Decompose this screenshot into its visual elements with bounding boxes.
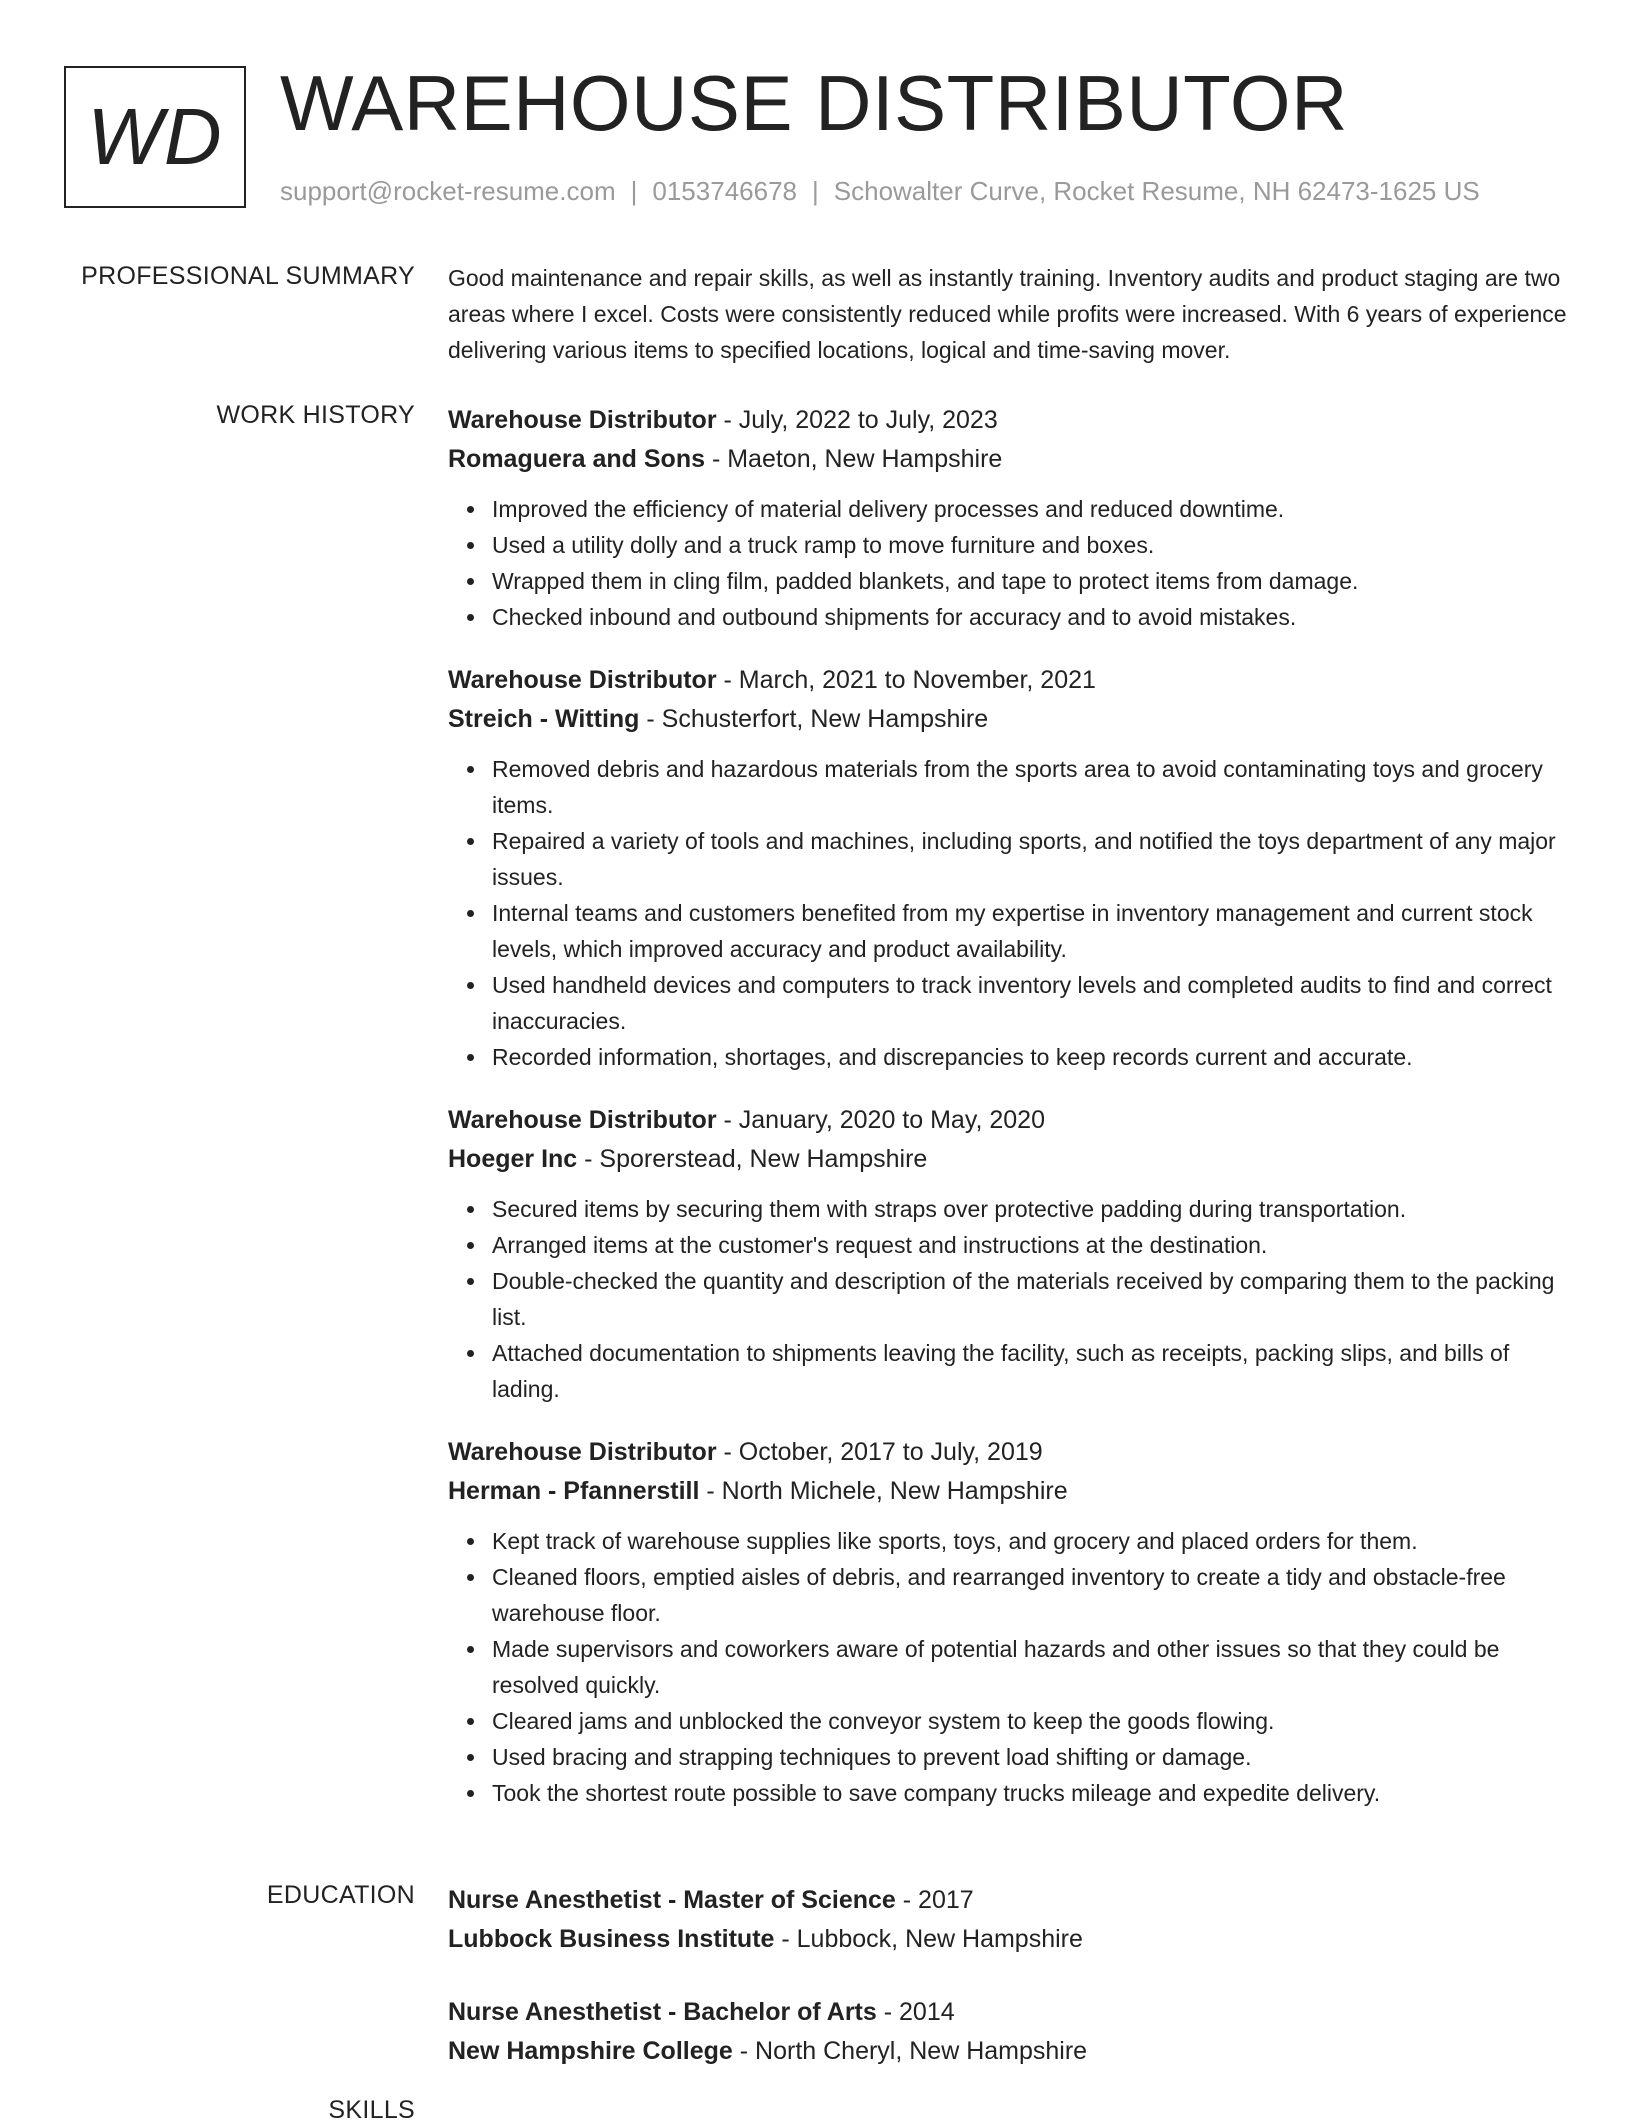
section-label-skills: SKILLS bbox=[328, 2096, 415, 2124]
job-bullets bbox=[448, 491, 1568, 635]
job-bullet: Removed debris and hazardous materials from the sports area to avoid contaminating toys and grocery items. bbox=[492, 751, 1568, 823]
job-title-line bbox=[448, 401, 1568, 440]
job-bullet: Took the shortest route possible to save company trucks mileage and expedite delivery. bbox=[492, 1775, 1568, 1811]
job-bullet: Double-checked the quantity and description of the materials received by comparing them to the packing list. bbox=[492, 1263, 1568, 1335]
job-bullet: Internal teams and customers benefited from my expertise in inventory management and current stock levels, which improved accuracy and product availability. bbox=[492, 895, 1568, 967]
education-school-line bbox=[448, 1920, 1568, 1959]
education-location: - North Cheryl, New Hampshire bbox=[732, 2037, 1088, 2065]
job-bullet: Used a utility dolly and a truck ramp to move furniture and boxes. bbox=[492, 527, 1568, 563]
job-title-line bbox=[448, 1101, 1568, 1140]
job-title-line bbox=[448, 1433, 1568, 1472]
job-company-line bbox=[448, 1472, 1568, 1511]
education-school: Lubbock Business Institute bbox=[448, 1925, 775, 1953]
contact-line bbox=[280, 176, 1480, 207]
job-location: - Schusterfort, New Hampshire bbox=[639, 705, 989, 733]
job-bullet: Secured items by securing them with straps over protective padding during transportation. bbox=[492, 1191, 1568, 1227]
job-bullet: Checked inbound and outbound shipments for accuracy and to avoid mistakes. bbox=[492, 599, 1568, 635]
section-label-work-history: WORK HISTORY bbox=[216, 401, 415, 429]
job-title: Warehouse Distributor bbox=[448, 1438, 717, 1466]
education-entry bbox=[448, 1881, 1568, 1959]
job-bullet: Used bracing and strapping techniques to prevent load shifting or damage. bbox=[492, 1739, 1568, 1775]
section-label-summary: PROFESSIONAL SUMMARY bbox=[81, 262, 415, 290]
job-bullets bbox=[448, 1191, 1568, 1407]
job-company: Streich - Witting bbox=[448, 705, 640, 733]
summary-text: Good maintenance and repair skills, as well as instantly training. Inventory audits and product staging are two areas where I excel. Costs were consistently reduced while profits were increased. With 6 years of experience delivering various items to specified locations, logical and time-saving mover. bbox=[448, 265, 1567, 363]
contact-separator: | bbox=[630, 176, 638, 206]
job-title-line bbox=[448, 661, 1568, 700]
job-location: - North Michele, New Hampshire bbox=[699, 1477, 1068, 1505]
job-location: - Maeton, New Hampshire bbox=[705, 445, 1003, 473]
education-school: New Hampshire College bbox=[448, 2037, 733, 2065]
job-location: - Sporerstead, New Hampshire bbox=[577, 1145, 928, 1173]
job-bullet: Made supervisors and coworkers aware of potential hazards and other issues so that they could be resolved quickly. bbox=[492, 1631, 1568, 1703]
education-location: - Lubbock, New Hampshire bbox=[774, 1925, 1083, 1953]
job-bullet: Used handheld devices and computers to track inventory levels and completed audits to find and correct inaccuracies. bbox=[492, 967, 1568, 1039]
job-title: Warehouse Distributor bbox=[448, 1106, 717, 1134]
education-degree: Nurse Anesthetist - Master of Science bbox=[448, 1886, 896, 1914]
job-bullets bbox=[448, 1523, 1568, 1811]
job-bullet: Wrapped them in cling film, padded blankets, and tape to protect items from damage. bbox=[492, 563, 1568, 599]
contact-separator: | bbox=[812, 176, 819, 206]
contact-email[interactable]: support@rocket-resume.com bbox=[280, 176, 616, 206]
contact-phone[interactable]: 0153746678 bbox=[652, 176, 797, 206]
education-degree: Nurse Anesthetist - Bachelor of Arts bbox=[448, 1998, 877, 2026]
section-label-education: EDUCATION bbox=[266, 1881, 415, 1909]
job-title: Warehouse Distributor bbox=[448, 666, 717, 694]
job-entry bbox=[448, 401, 1568, 635]
education-year: - 2014 bbox=[876, 1998, 955, 2026]
job-bullets bbox=[448, 751, 1568, 1075]
education-entry bbox=[448, 1993, 1568, 2071]
job-title: Warehouse Distributor bbox=[448, 406, 717, 434]
job-dates: - March, 2021 to November, 2021 bbox=[716, 666, 1096, 694]
job-bullet: Kept track of warehouse supplies like sports, toys, and grocery and placed orders for them. bbox=[492, 1523, 1568, 1559]
resume-title: WAREHOUSE DISTRIBUTOR bbox=[280, 59, 1348, 147]
monogram-logo: WD bbox=[64, 66, 246, 208]
job-bullet: Attached documentation to shipments leaving the facility, such as receipts, packing slips, and bills of lading. bbox=[492, 1335, 1568, 1407]
job-bullet: Repaired a variety of tools and machines, including sports, and notified the toys department of any major issues. bbox=[492, 823, 1568, 895]
job-bullet: Cleaned floors, emptied aisles of debris, and rearranged inventory to create a tidy and obstacle-free warehouse floor. bbox=[492, 1559, 1568, 1631]
job-entry bbox=[448, 1101, 1568, 1407]
job-bullet: Recorded information, shortages, and discrepancies to keep records current and accurate. bbox=[492, 1039, 1568, 1075]
contact-address: Schowalter Curve, Rocket Resume, NH 62473-1625 US bbox=[833, 176, 1480, 206]
education-school-line bbox=[448, 2032, 1568, 2071]
job-company: Herman - Pfannerstill bbox=[448, 1477, 700, 1505]
education-degree-line bbox=[448, 1993, 1568, 2032]
job-company: Romaguera and Sons bbox=[448, 445, 705, 473]
job-company: Hoeger Inc bbox=[448, 1145, 578, 1173]
job-dates: - January, 2020 to May, 2020 bbox=[716, 1106, 1045, 1134]
job-dates: - July, 2022 to July, 2023 bbox=[716, 406, 998, 434]
job-company-line bbox=[448, 1140, 1568, 1179]
job-company-line bbox=[448, 440, 1568, 479]
job-dates: - October, 2017 to July, 2019 bbox=[716, 1438, 1043, 1466]
job-entry bbox=[448, 1433, 1568, 1811]
education-year: - 2017 bbox=[895, 1886, 974, 1914]
job-entry bbox=[448, 661, 1568, 1075]
job-bullet: Improved the efficiency of material delivery processes and reduced downtime. bbox=[492, 491, 1568, 527]
job-bullet: Cleared jams and unblocked the conveyor system to keep the goods flowing. bbox=[492, 1703, 1568, 1739]
education-degree-line bbox=[448, 1881, 1568, 1920]
job-company-line bbox=[448, 700, 1568, 739]
job-bullet: Arranged items at the customer's request and instructions at the destination. bbox=[492, 1227, 1568, 1263]
